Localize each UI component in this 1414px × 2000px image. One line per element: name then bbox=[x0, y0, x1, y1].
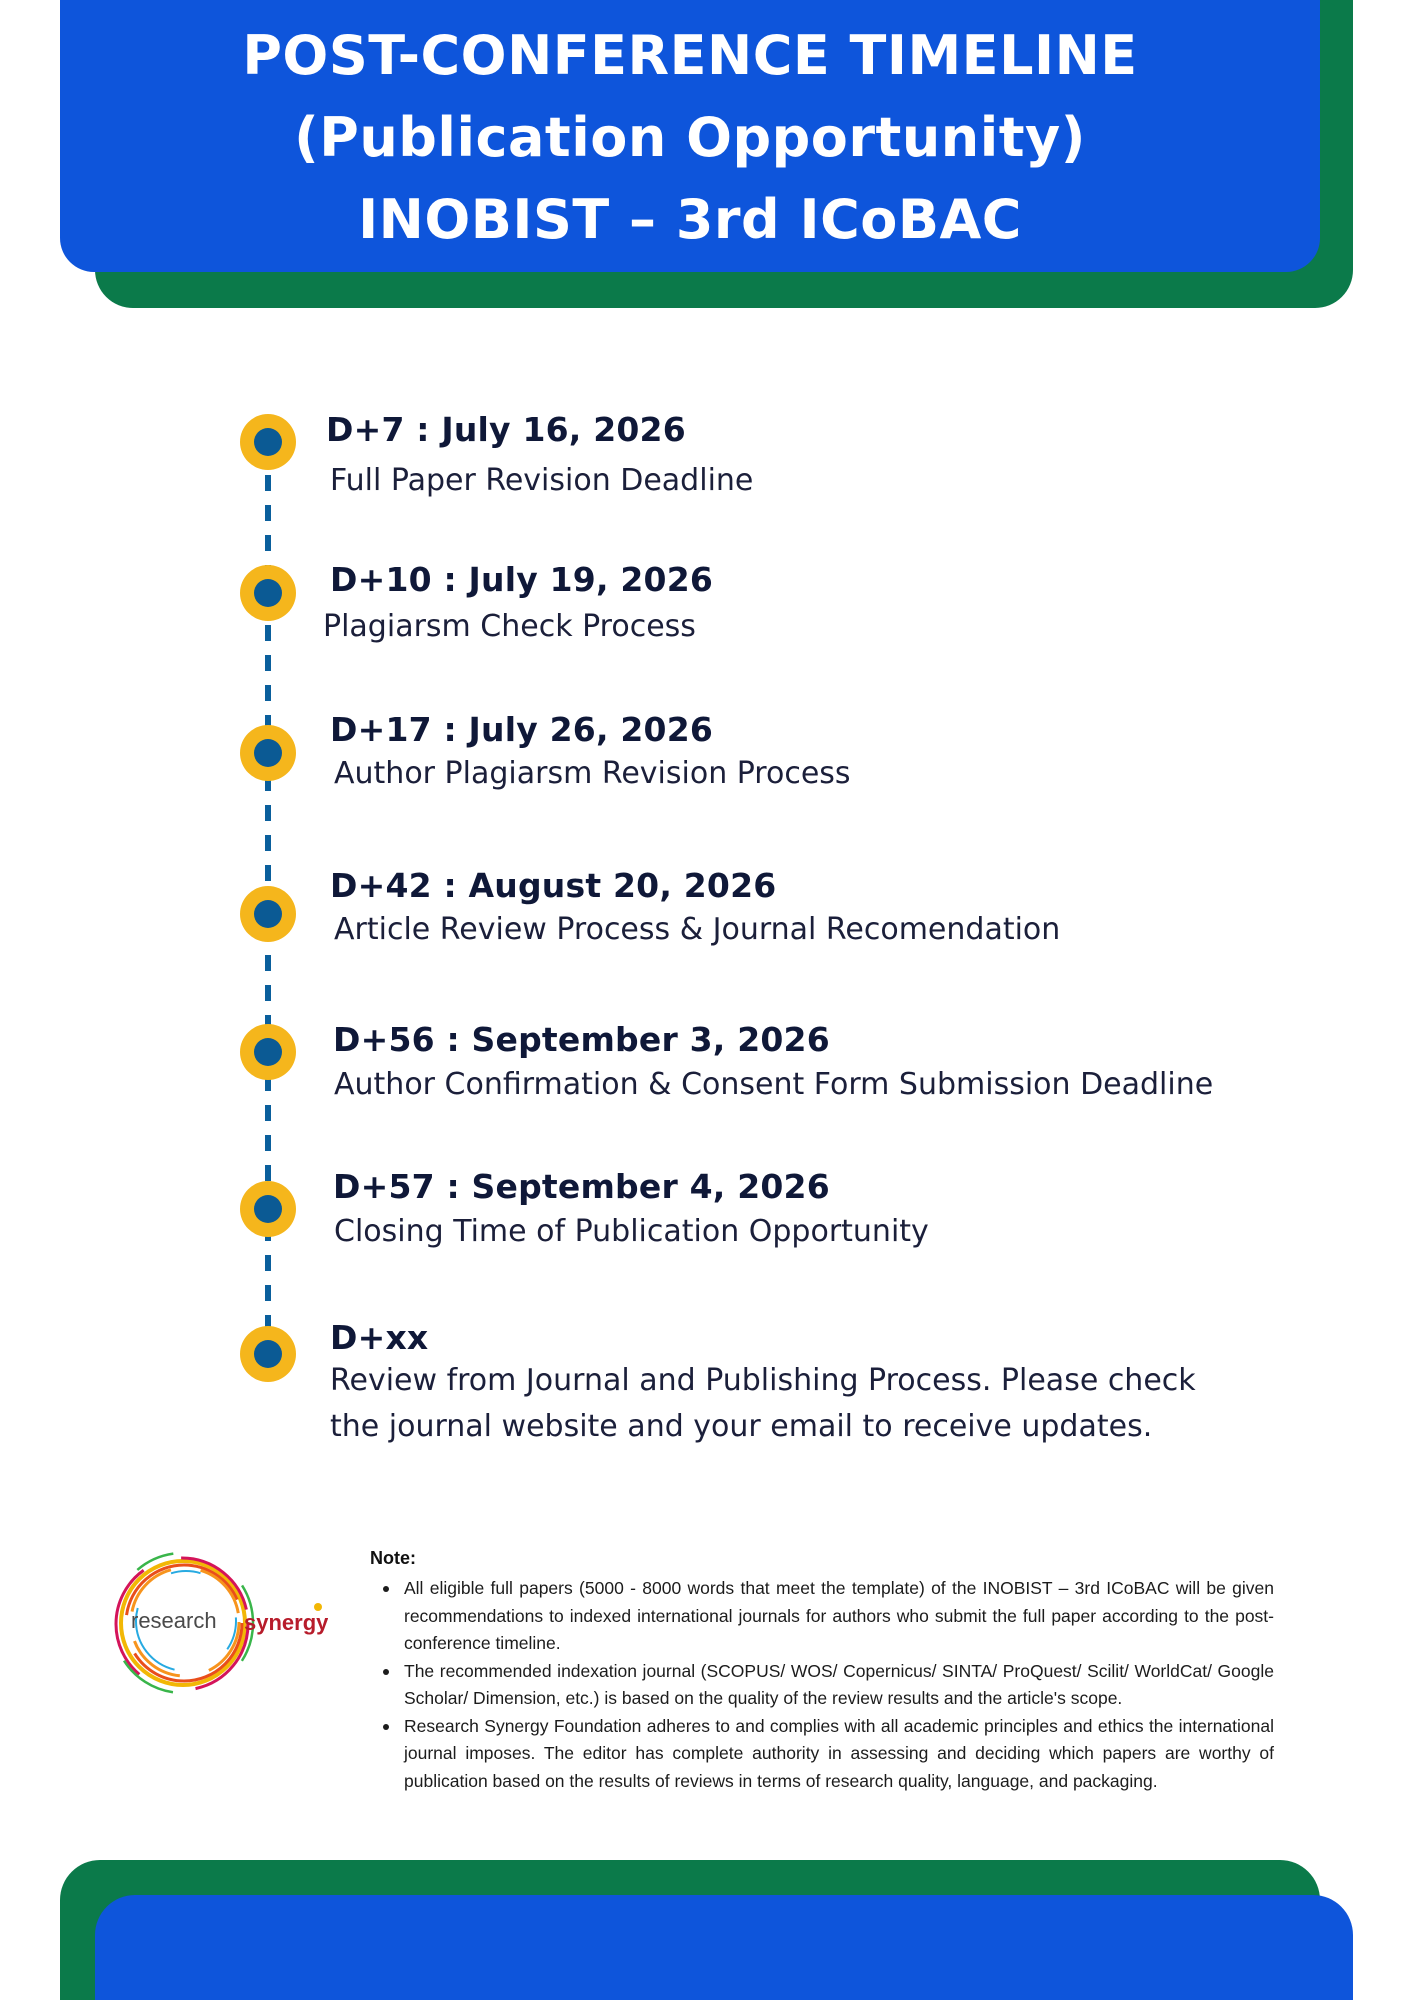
research-synergy-logo bbox=[96, 1548, 328, 1698]
timeline-item-date: D+56 : September 3, 2026 bbox=[333, 1020, 830, 1059]
logo-word-research: research bbox=[131, 1608, 217, 1633]
note-section bbox=[370, 1548, 1274, 1795]
timeline-item-date: D+42 : August 20, 2026 bbox=[330, 866, 777, 905]
timeline-dot bbox=[240, 565, 296, 621]
timeline-item-date: D+xx bbox=[330, 1318, 429, 1357]
timeline-item-desc: Closing Time of Publication Opportunity bbox=[334, 1214, 929, 1249]
header-title-line-2: (Publication Opportunity) bbox=[294, 106, 1086, 169]
timeline-item-desc: the journal website and your email to receive updates. bbox=[330, 1409, 1153, 1444]
timeline-item-desc: Author Confirmation & Consent Form Submission Deadline bbox=[334, 1067, 1214, 1102]
timeline-item-date: D+57 : September 4, 2026 bbox=[333, 1167, 830, 1206]
logo-word-synergy: synergy bbox=[244, 1610, 328, 1635]
timeline-item-desc: Review from Journal and Publishing Process. Please check bbox=[330, 1363, 1196, 1398]
timeline-dot bbox=[240, 1181, 296, 1237]
note-list bbox=[370, 1575, 1274, 1795]
timeline-item-desc: Author Plagiarsm Revision Process bbox=[334, 756, 851, 791]
timeline-item-desc: Article Review Process & Journal Recomendation bbox=[334, 912, 1061, 947]
logo-swirl-icon bbox=[96, 1548, 328, 1698]
timeline-dot bbox=[240, 725, 296, 781]
header-title-line-3: INOBIST – 3rd ICoBAC bbox=[358, 188, 1022, 251]
timeline-item-date: D+17 : July 26, 2026 bbox=[330, 710, 714, 749]
timeline-item-date: D+7 : July 16, 2026 bbox=[326, 410, 686, 449]
note-title: Note: bbox=[370, 1548, 416, 1568]
note-item: The recommended indexation journal (SCOPUS/ WOS/ Copernicus/ SINTA/ ProQuest/ Scilit/ WorldCat/ Google Scholar/ Dimension, etc.) is based on the quality of the review results and the article's scope. bbox=[370, 1658, 1274, 1713]
note-item: Research Synergy Foundation adheres to and complies with all academic principles and ethics the international journal imposes. The editor has complete authority in assessing and deciding which papers are worthy of publication based on the results of reviews in terms of research quality, language, and packaging. bbox=[370, 1713, 1274, 1796]
footer-blue-band bbox=[95, 1895, 1353, 2000]
note-item: All eligible full papers (5000 - 8000 words that meet the template) of the INOBIST – 3rd ICoBAC will be given recommendations to indexed international journals for authors who submit the full paper according to the post-conference timeline. bbox=[370, 1575, 1274, 1658]
timeline-dot bbox=[240, 1326, 296, 1382]
timeline-dot bbox=[240, 414, 296, 470]
header-title-line-1: POST-CONFERENCE TIMELINE bbox=[242, 24, 1138, 87]
timeline-item-date: D+10 : July 19, 2026 bbox=[330, 560, 714, 599]
timeline-dot bbox=[240, 886, 296, 942]
timeline-dot bbox=[240, 1024, 296, 1080]
timeline-item-desc: Full Paper Revision Deadline bbox=[330, 463, 754, 498]
timeline-item-desc: Plagiarsm Check Process bbox=[323, 609, 696, 644]
